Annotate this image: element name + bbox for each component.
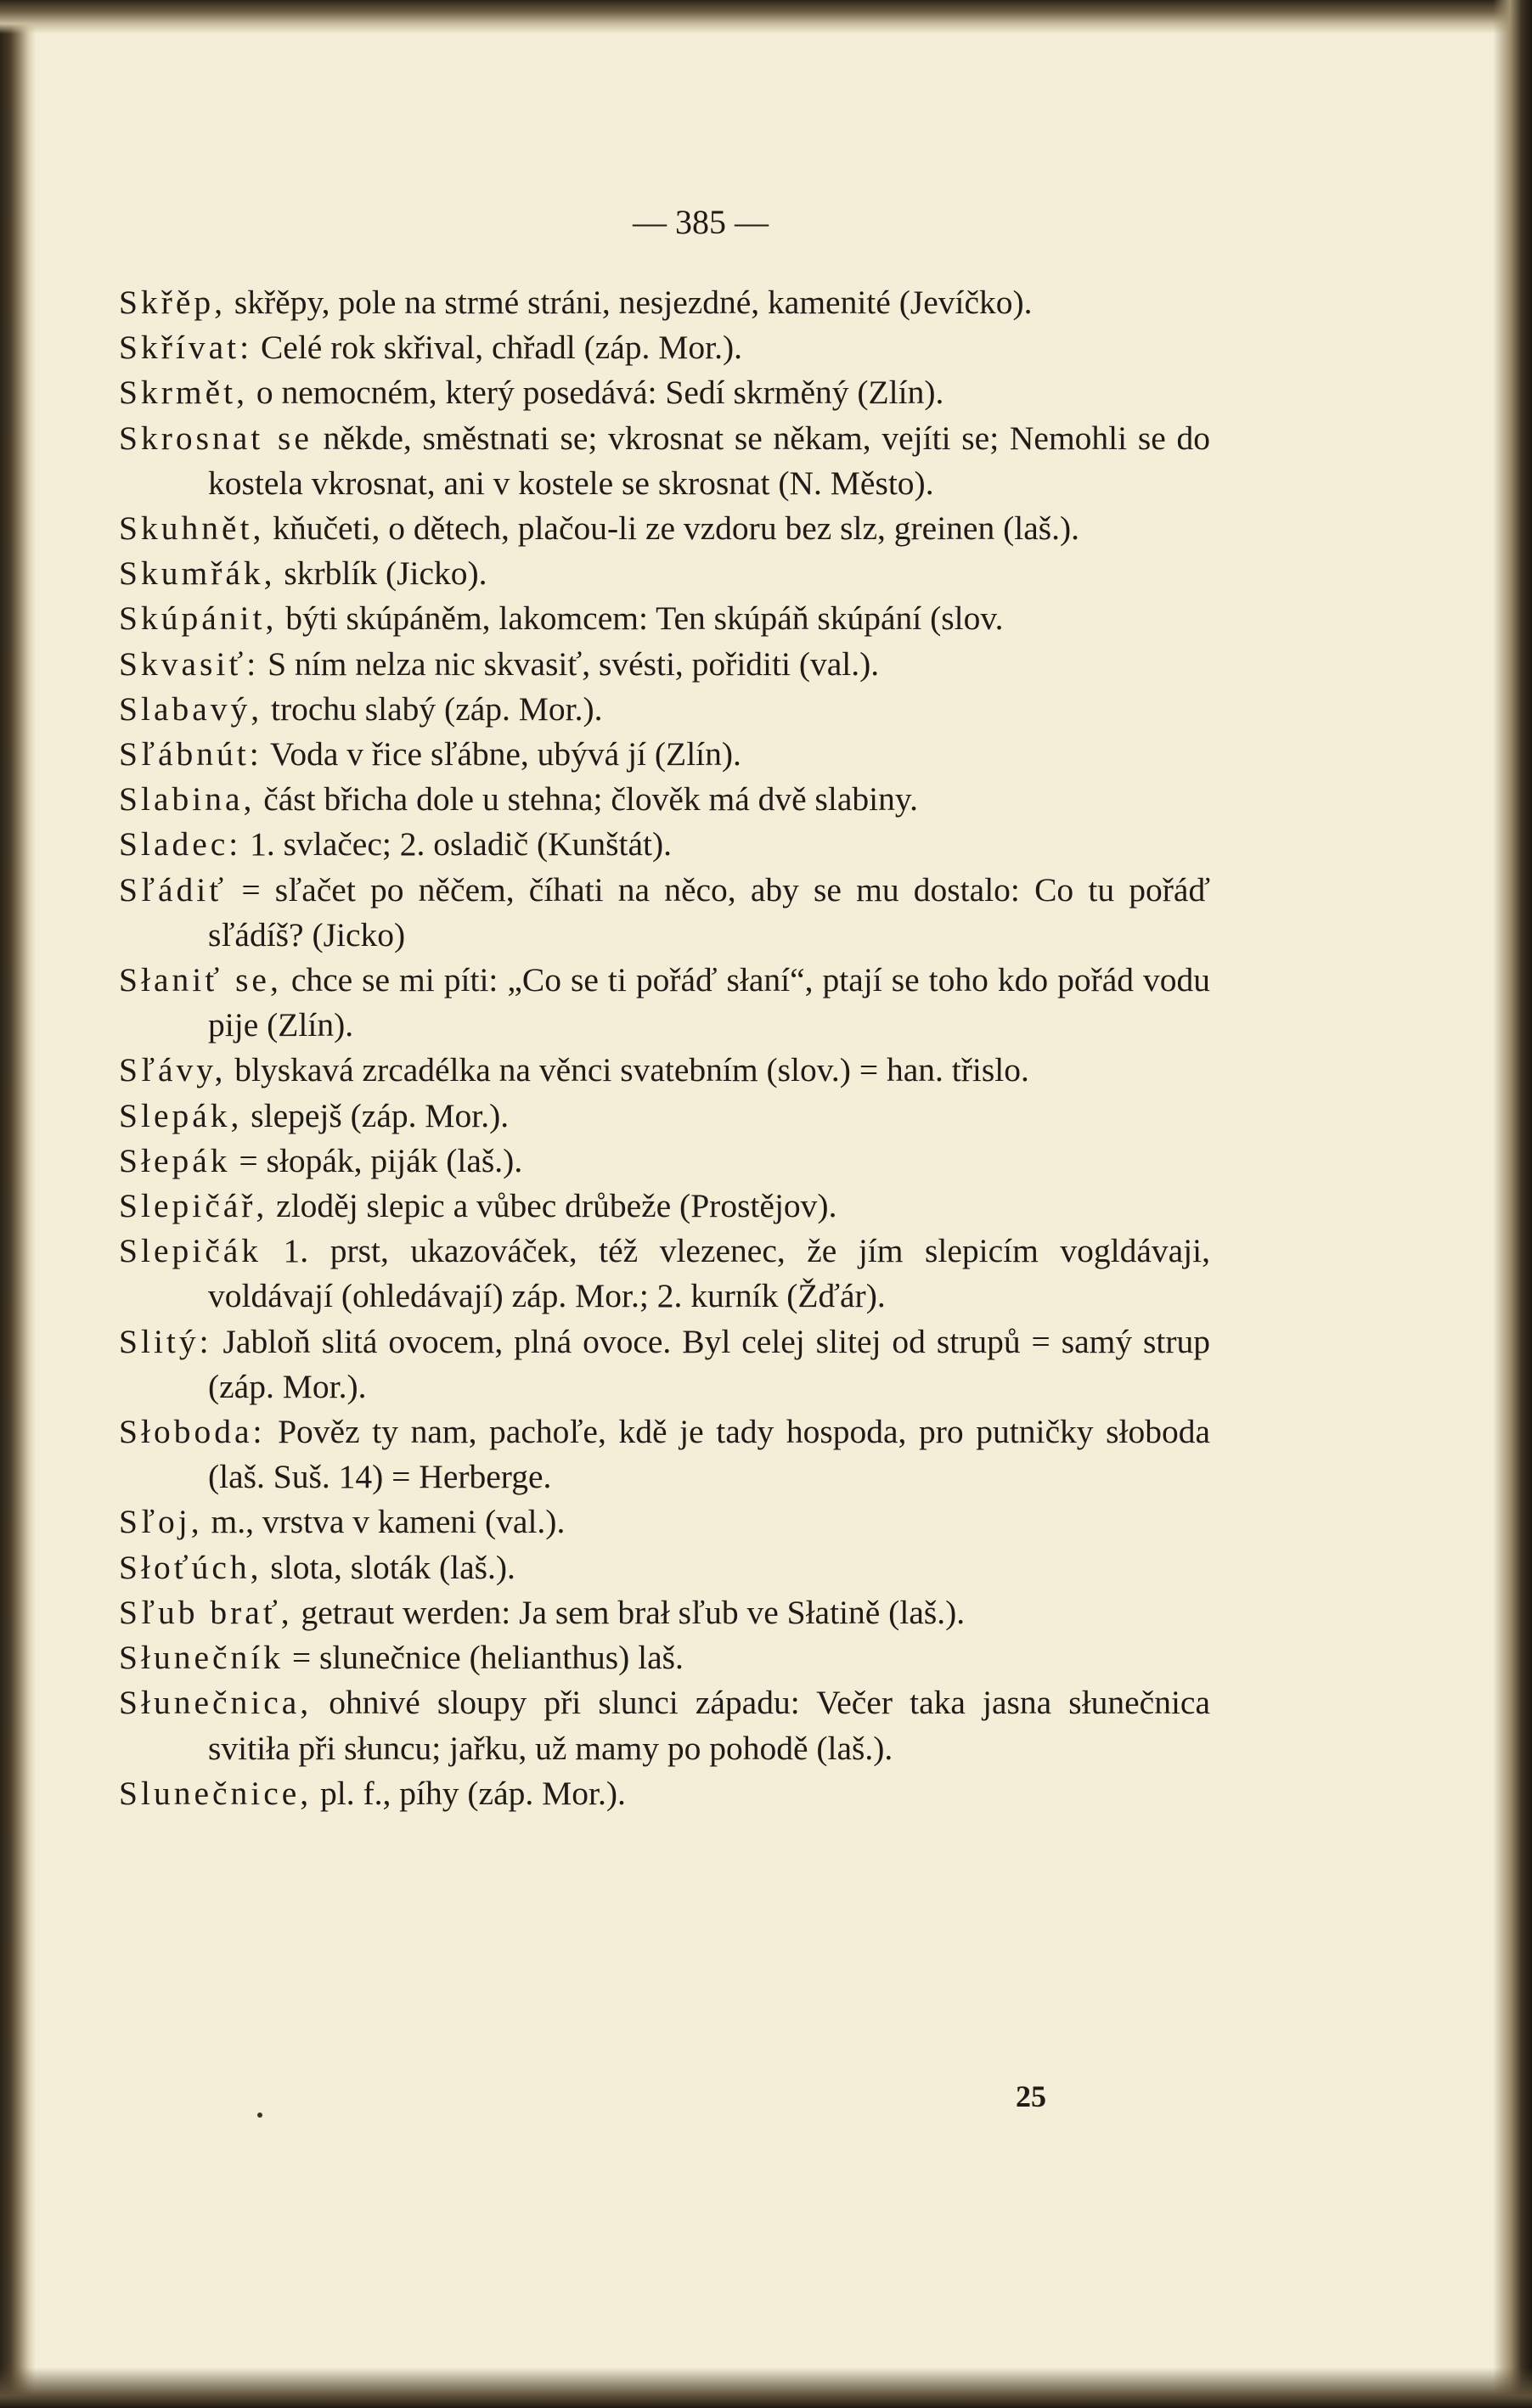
entry-definition: pl. f., píhy (záp. Mor.). bbox=[312, 1774, 626, 1812]
entry-headword: Słunečník bbox=[119, 1639, 284, 1677]
signature-mark: 25 bbox=[1016, 2079, 1046, 2113]
entry-definition: o nemocném, který posedává: Sedí skrměný (Zlín). bbox=[247, 374, 944, 412]
entry-definition: chce se mi píti: „Co se ti pořáď słaní“, ptají se toho kdo pořád vodu pije (Zlín). bbox=[208, 961, 1210, 1044]
entry-definition: část břicha dole u stehna; člověk má dvě slabiny. bbox=[255, 780, 918, 819]
page-top-shadow bbox=[0, 0, 1532, 34]
entry-definition: kňučeti, o dětech, plačou-li ze vzdoru bez slz, greinen (laš.). bbox=[264, 509, 1080, 548]
dictionary-entry bbox=[119, 596, 1210, 641]
entry-definition: někde, směstnati se; vkrosnat se někam, vejíti se; Nemohli se do kostela vkrosnat, ani v kostele se skrosnat (N. Město). bbox=[208, 419, 1210, 502]
entry-definition: trochu slabý (záp. Mor.). bbox=[262, 689, 603, 728]
entry-headword: Sladec: bbox=[119, 825, 242, 864]
entry-headword: Slunečnice, bbox=[119, 1774, 313, 1812]
dictionary-entry bbox=[119, 506, 1210, 551]
dictionary-entry bbox=[119, 868, 1210, 958]
entry-headword: Słoťúch, bbox=[119, 1548, 262, 1586]
entry-definition: Voda v řice sľábne, ubývá jí (Zlín). bbox=[262, 735, 741, 774]
entry-definition: 1. prst, ukazováček, též vlezenec, že jím slepicím vogldávaji, voldávají (ohledávají) záp. Mor.; 2. kurník (Žďár). bbox=[208, 1232, 1210, 1315]
dictionary-entry bbox=[119, 1590, 1210, 1635]
dictionary-entry bbox=[119, 687, 1210, 732]
dictionary-entry bbox=[119, 958, 1210, 1048]
entry-headword: Słaniť se, bbox=[119, 961, 282, 999]
dictionary-entry bbox=[119, 551, 1210, 596]
entry-headword: Skúpánit, bbox=[119, 599, 278, 638]
entry-headword: Skvasiť: bbox=[119, 644, 260, 683]
entry-headword: Skumřák, bbox=[119, 554, 276, 593]
entry-definition: býti skúpáněm, lakomcem: Ten skúpáň skúpání (slov. bbox=[277, 599, 1004, 638]
entry-headword: Slepičák bbox=[119, 1232, 262, 1270]
entry-headword: Skřěp, bbox=[119, 284, 227, 321]
entry-definition: skřěpy, pole na strmé stráni, nesjezdné, kamenité (Jevíčko). bbox=[226, 284, 1033, 321]
entry-headword: Sľub brať, bbox=[119, 1593, 293, 1631]
entry-definition: ohnivé sloupy při slunci západu: Večer taka jasna słunečnica svitiła při słuncu; jařku, už mamy po pohodě (laš.). bbox=[208, 1684, 1210, 1767]
entry-headword: Sľábnút: bbox=[119, 735, 262, 774]
dictionary-entry bbox=[119, 777, 1210, 822]
ink-speck bbox=[257, 2113, 262, 2118]
entry-headword: Sľoj, bbox=[119, 1503, 203, 1541]
dictionary-entry bbox=[119, 642, 1210, 687]
dictionary-entry bbox=[119, 1545, 1210, 1590]
dictionary-entry bbox=[119, 1229, 1210, 1319]
dictionary-entry bbox=[119, 1771, 1210, 1816]
entry-definition: = slunečnice (helianthus) laš. bbox=[283, 1639, 684, 1677]
entry-definition: skrblík (Jicko). bbox=[275, 554, 487, 593]
dictionary-entry bbox=[119, 1048, 1210, 1093]
dictionary-entry bbox=[119, 1319, 1210, 1409]
entry-definition: slota, sloták (laš.). bbox=[262, 1548, 515, 1586]
entry-definition: Jabloň slitá ovocem, plná ovoce. Byl celej slitej od strupů = samý strup (záp. Mor.). bbox=[208, 1322, 1210, 1405]
entry-headword: Skrmět, bbox=[119, 374, 248, 412]
entry-definition: Celé rok skřival, chřadl (záp. Mor.). bbox=[252, 329, 743, 367]
entry-definition: = słopák, piják (laš.). bbox=[230, 1141, 523, 1179]
dictionary-entries bbox=[119, 280, 1210, 1816]
dictionary-entry bbox=[119, 325, 1210, 370]
entry-headword: Sľávy, bbox=[119, 1051, 227, 1089]
entry-headword: Slepák, bbox=[119, 1096, 243, 1134]
entry-headword: Słepák bbox=[119, 1141, 231, 1179]
page-right-shadow bbox=[1493, 0, 1532, 2408]
entry-headword: Skřívat: bbox=[119, 329, 253, 367]
entry-definition: zloděj slepic a vůbec drůbeže (Prostějov). bbox=[268, 1187, 837, 1225]
dictionary-entry bbox=[119, 1409, 1210, 1499]
dictionary-entry bbox=[119, 1094, 1210, 1139]
entry-headword: Sľádiť bbox=[119, 870, 228, 909]
entry-headword: Słoboda: bbox=[119, 1413, 266, 1451]
entry-headword: Slabina, bbox=[119, 780, 256, 819]
entry-definition: blyskavá zrcadélka na věnci svatebním (slov.) = han. třislo. bbox=[226, 1051, 1029, 1089]
entry-definition: 1. svlačec; 2. osladič (Kunštát). bbox=[241, 825, 673, 864]
entry-headword: Skuhnět, bbox=[119, 509, 265, 548]
dictionary-entry bbox=[119, 1680, 1210, 1770]
dictionary-entry bbox=[119, 280, 1210, 325]
entry-headword: Slepičář, bbox=[119, 1187, 268, 1225]
page-binding-shadow bbox=[0, 0, 36, 2408]
entry-headword: Słunečnica, bbox=[119, 1684, 313, 1722]
entry-headword: Skrosnat se bbox=[119, 419, 313, 457]
entry-headword: Slitý: bbox=[119, 1322, 212, 1360]
entry-definition: Pověz ty nam, pachoľe, kdě je tady hospoda, pro putničky słoboda (laš. Suš. 14) = Herberge. bbox=[208, 1413, 1210, 1496]
page-number: — 385 — bbox=[633, 203, 769, 241]
dictionary-entry bbox=[119, 1139, 1210, 1184]
entry-definition: m., vrstva v kameni (val.). bbox=[202, 1503, 566, 1541]
entry-headword: Slabavý, bbox=[119, 689, 263, 728]
page-bottom-shadow bbox=[0, 2367, 1532, 2408]
dictionary-entry bbox=[119, 732, 1210, 777]
dictionary-entry bbox=[119, 1499, 1210, 1544]
dictionary-entry bbox=[119, 1184, 1210, 1229]
entry-definition: S ním nelza nic skvasiť, svésti, pořiditi (val.). bbox=[259, 644, 880, 683]
dictionary-entry bbox=[119, 416, 1210, 506]
dictionary-entry bbox=[119, 1635, 1210, 1680]
entry-definition: = sľačet po něčem, číhati na něco, aby se mu dostalo: Co tu pořáď sľádíš? (Jicko) bbox=[208, 870, 1210, 954]
dictionary-entry bbox=[119, 822, 1210, 867]
dictionary-entry bbox=[119, 370, 1210, 415]
entry-definition: getraut werden: Ja sem brał sľub ve Słatině (laš.). bbox=[292, 1593, 966, 1631]
entry-definition: slepejš (záp. Mor.). bbox=[242, 1096, 510, 1134]
